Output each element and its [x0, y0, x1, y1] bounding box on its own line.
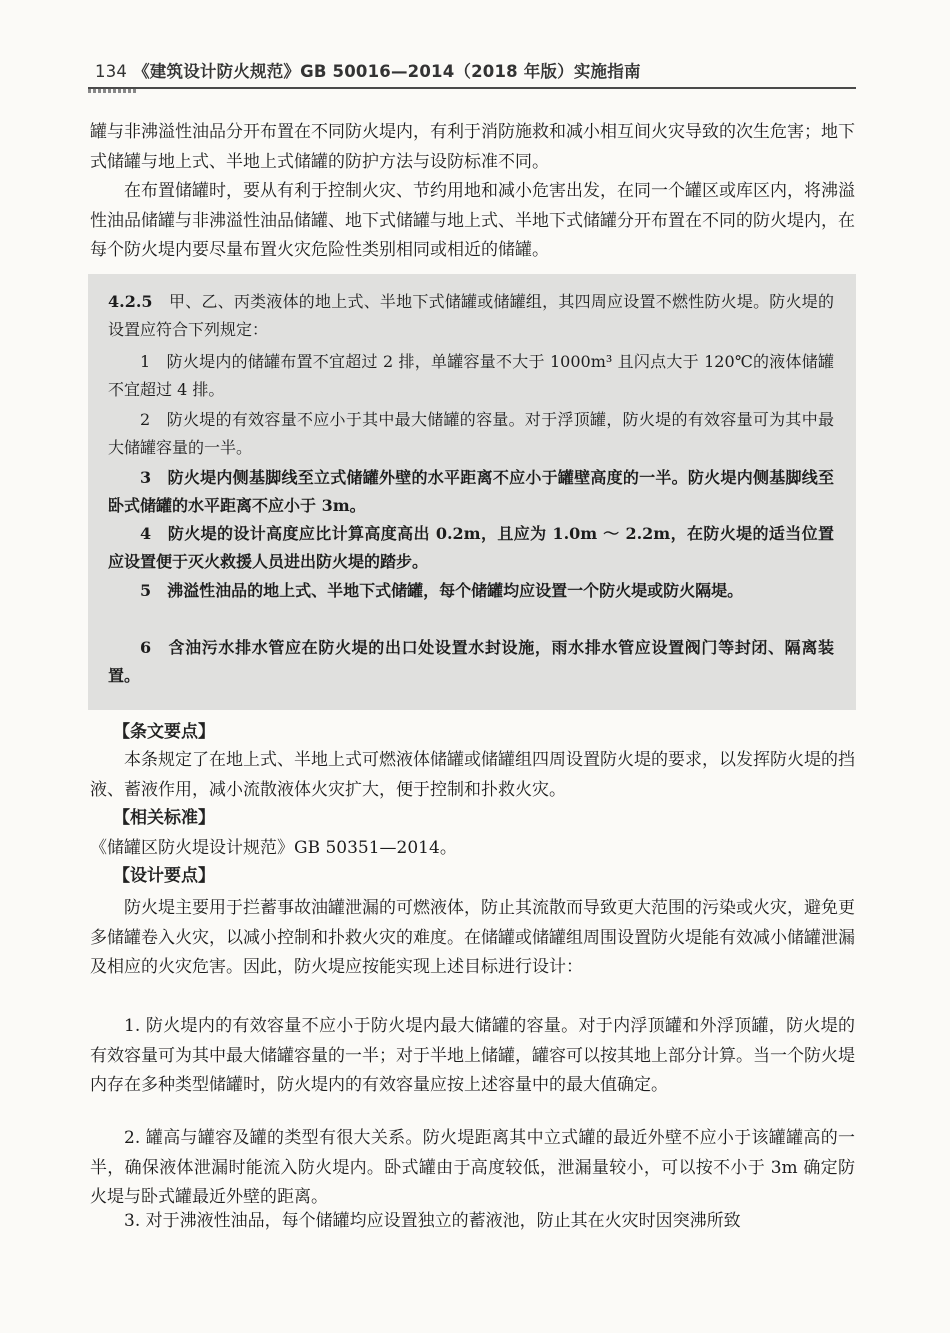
section-heading-related-standards: 【相关标准】 [113, 808, 215, 828]
intro-paragraph-1: 罐与非沸溢性油品分开布置在不同防火堤内，有利于消防施救和减小相互间火灾导致的次生危害；地下式储罐与地上式、半地上式储罐的防护方法与设防标准不同。 [90, 122, 855, 172]
header-tab-mark [88, 89, 136, 93]
clause-item-1: 1 防火堤内的储罐布置不宜超过 2 排，单罐容量不大于 1000m³ 且闪点大于 120℃的液体储罐不宜超过 4 排。 [108, 352, 834, 399]
design-point-2: 2. 罐高与罐容及罐的类型有很大关系。防火堤距离其中立式罐的最近外壁不应小于该罐罐高的一半，确保液体泄漏时能流入防火堤内。卧式罐由于高度较低，泄漏量较小，可以按不小于 3m 确定防火堤与卧式罐最近外壁的距离。 [90, 1128, 855, 1207]
running-header [95, 58, 855, 82]
design-point-3: 3. 对于沸液性油品，每个储罐均应设置独立的蓄液池，防止其在火灾时因突沸所致 [124, 1211, 741, 1231]
clause-item-2: 2 防火堤的有效容量不应小于其中最大储罐的容量。对于浮顶罐，防火堤的有效容量可为其中最大储罐容量的一半。 [108, 410, 834, 457]
clause-box [88, 274, 856, 710]
clause-item-3: 3 防火堤内侧基脚线至立式储罐外壁的水平距离不应小于罐壁高度的一半。防火堤内侧基脚线至卧式储罐的水平距离不应小于 3m。 [108, 468, 834, 515]
clause-item-5: 5 沸溢性油品的地上式、半地下式储罐，每个储罐均应设置一个防火堤或防火隔堤。 [140, 581, 744, 600]
intro-paragraph-2: 在布置储罐时，要从有利于控制火灾、节约用地和减小危害出发，在同一个罐区或库区内，将沸溢性油品储罐与非沸溢性油品储罐、地下式储罐与地上式、半地下式储罐分开布置在不同的防火堤内，在每个防火堤内要尽量布置火灾危险性类别相同或相近的储罐。 [90, 181, 855, 260]
clause-lead [108, 288, 834, 343]
key-points-text: 本条规定了在地上式、半地上式可燃液体储罐或储罐组四周设置防火堤的要求，以发挥防火堤的挡液、蓄液作用，减小流散液体火灾扩大，便于控制和扑救火灾。 [90, 750, 855, 800]
section-heading-key-points: 【条文要点】 [113, 722, 215, 742]
design-points-intro: 防火堤主要用于拦蓄事故油罐泄漏的可燃液体，防止其流散而导致更大范围的污染或火灾，避免更多储罐卷入火灾，以减小控制和扑救火灾的难度。在储罐或储罐组周围设置防火堤能有效减小储罐泄漏及相应的火灾危害。因此，防火堤应按能实现上述目标进行设计： [90, 898, 855, 977]
clause-item-6: 6 含油污水排水管应在防火堤的出口处设置水封设施，雨水排水管应设置阀门等封闭、隔离装置。 [108, 638, 834, 685]
clause-lead-text: 甲、乙、丙类液体的地上式、半地下式储罐或储罐组，其四周应设置不燃性防火堤。防火堤的设置应符合下列规定： [108, 292, 834, 339]
related-standards-text: 《储罐区防火堤设计规范》GB 50351—2014。 [90, 838, 457, 858]
clause-number: 4.2.5 [108, 292, 153, 311]
header-rule [88, 87, 856, 89]
page-number: 134 [95, 62, 128, 81]
book-title: 《建筑设计防火规范》GB 50016—2014（2018 年版）实施指南 [133, 62, 641, 81]
section-heading-design-points: 【设计要点】 [113, 866, 215, 886]
design-point-1: 1. 防火堤内的有效容量不应小于防火堤内最大储罐的容量。对于内浮顶罐和外浮顶罐，防火堤的有效容量可为其中最大储罐容量的一半；对于半地上储罐，罐容可以按其地上部分计算。当一个防火堤内存在多种类型储罐时，防火堤内的有效容量应按上述容量中的最大值确定。 [90, 1016, 855, 1095]
clause-item-4: 4 防火堤的设计高度应比计算高度高出 0.2m，且应为 1.0m ～ 2.2m，在防火堤的适当位置应设置便于灭火救援人员进出防火堤的踏步。 [108, 524, 834, 571]
